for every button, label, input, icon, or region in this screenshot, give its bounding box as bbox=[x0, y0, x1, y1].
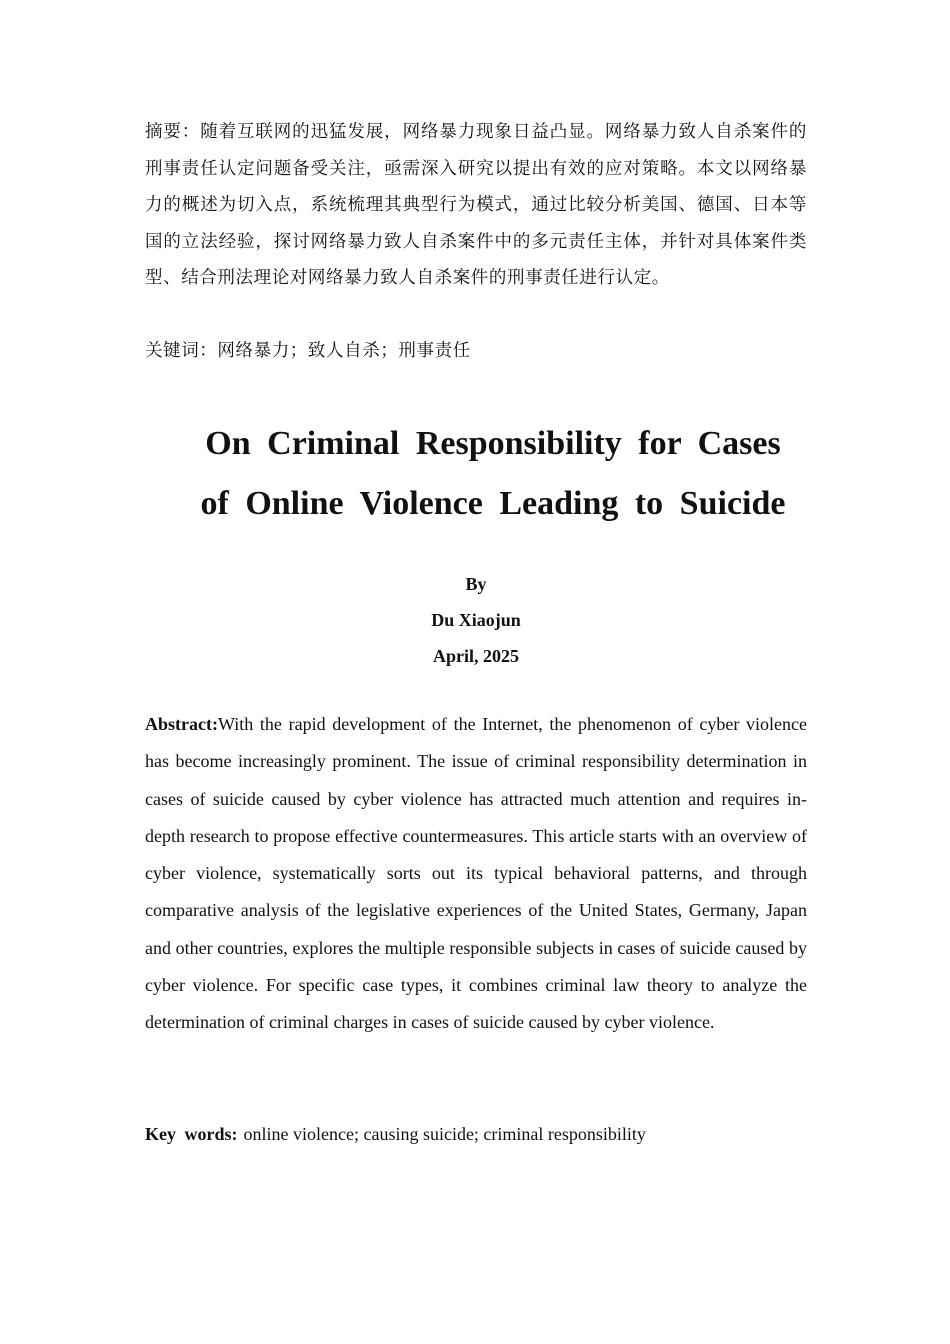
paper-title bbox=[145, 414, 841, 534]
chinese-keywords bbox=[145, 336, 807, 366]
paper-title-line-1: On Criminal Responsibility for Cases bbox=[205, 425, 781, 462]
chinese-abstract-text: 随着互联网的迅猛发展，网络暴力现象日益凸显。网络暴力致人自杀案件的刑事责任认定问题备受关注，亟需深入研究以提出有效的应对策略。本文以网络暴力的概述为切入点，系统梳理其典型行为模式，通过比较分析美国、德国、日本等国的立法经验，探讨网络暴力致人自杀案件中的多元责任主体，并针对具体案件类型、结合刑法理论对网络暴力致人自杀案件的刑事责任进行认定。 bbox=[145, 122, 807, 289]
paper-title-line-2: of Online Violence Leading to Suicide bbox=[200, 485, 786, 522]
chinese-abstract-label: 摘要： bbox=[145, 122, 201, 142]
english-abstract-text: With the rapid development of the Internet, the phenomenon of cyber violence has become increasingly prominent. The issue of criminal responsibility determination in cases of suicide caused by cyber violence has attracted much attention and requires in-depth research to propose effective countermeasures. This article starts with an overview of cyber violence, systematically sorts out its typical behavioral patterns, and through comparative analysis of the legislative experiences of the United States, Germany, Japan and other countries, explores the multiple responsible subjects in cases of suicide caused by cyber violence. For specific case types, it combines criminal law theory to analyze the determination of criminal charges in cases of suicide caused by cyber violence. bbox=[145, 714, 807, 1033]
english-keywords-text: online violence; causing suicide; criminal responsibility bbox=[243, 1124, 646, 1144]
english-abstract bbox=[145, 706, 807, 1042]
by-label: By bbox=[465, 574, 487, 594]
author-name: Du Xiaojun bbox=[431, 610, 521, 630]
english-keywords-label: Key words: bbox=[145, 1124, 238, 1144]
chinese-abstract bbox=[145, 114, 807, 297]
english-abstract-label: Abstract: bbox=[145, 714, 218, 734]
chinese-keywords-label: 关键词： bbox=[145, 341, 218, 361]
publication-date: April, 2025 bbox=[432, 646, 519, 666]
chinese-keywords-text: 网络暴力；致人自杀；刑事责任 bbox=[217, 341, 471, 361]
english-keywords bbox=[145, 1118, 807, 1150]
byline bbox=[145, 566, 807, 674]
